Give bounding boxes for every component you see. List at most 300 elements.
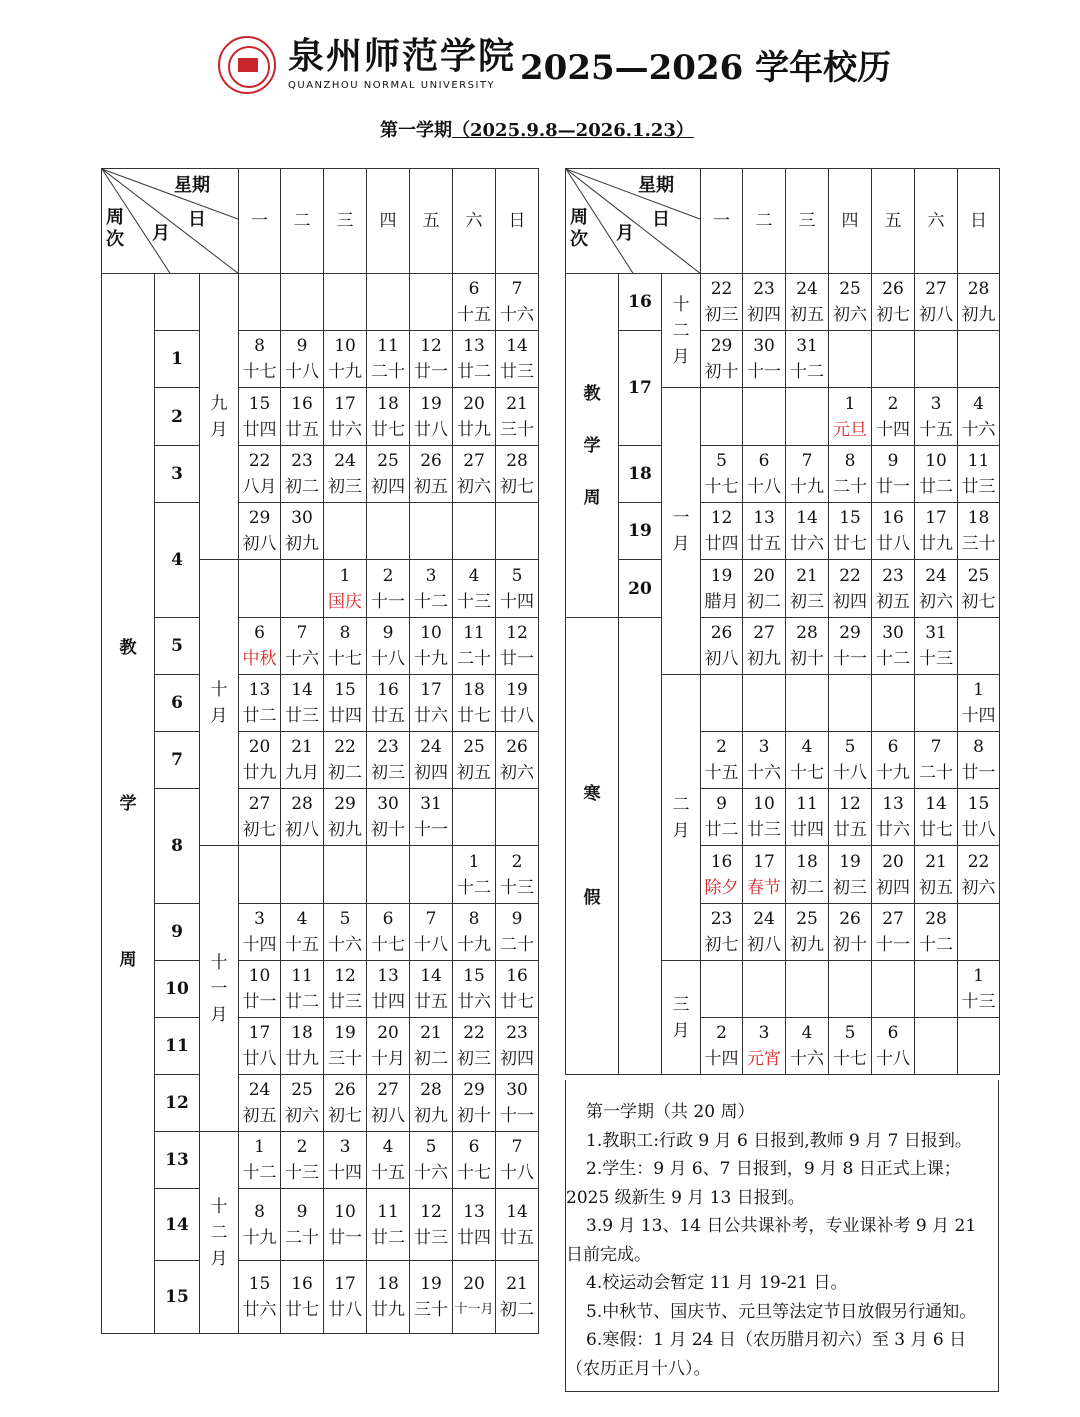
day-cell: [701, 560, 743, 618]
lunar-date: 初六: [457, 477, 492, 497]
day-cell: [281, 846, 324, 904]
lunar-date: 廿二: [371, 1227, 406, 1248]
lunar-date: 廿二: [919, 477, 954, 497]
day-number: 21: [420, 1023, 442, 1043]
day-number: 24: [753, 909, 775, 929]
lunar-date: 廿八: [876, 534, 911, 554]
day-number: 27: [463, 451, 485, 471]
day-number: 1: [973, 966, 984, 986]
day-number: 14: [506, 1201, 528, 1222]
lunar-date: 十一: [833, 649, 868, 669]
lunar-date: 初八: [747, 935, 782, 955]
week-number: 6: [155, 675, 200, 732]
day-number: 24: [796, 279, 818, 299]
day-number: 3: [254, 909, 265, 929]
day-cell: [872, 675, 915, 732]
day-number: 8: [468, 909, 480, 929]
note-line: 3.9 月 13、14 日公共课补考，专业课补考 9 月 21: [586, 1216, 977, 1236]
note-line: 日前完成。: [566, 1244, 651, 1265]
day-cell: [496, 274, 539, 331]
day-number: 5: [425, 1137, 437, 1157]
day-cell: [958, 618, 1000, 675]
lunar-date: 初七: [876, 305, 911, 325]
lunar-date: 廿九: [371, 1300, 406, 1320]
lunar-date: 初七: [500, 477, 535, 497]
lunar-date: 十三: [919, 649, 954, 669]
month-label: 九 月: [200, 274, 239, 560]
day-cell: [453, 732, 496, 789]
day-cell: [786, 618, 829, 675]
day-cell: [367, 961, 410, 1018]
day-cell: [872, 732, 915, 789]
lunar-date: 初九: [747, 649, 782, 669]
day-number: 12: [839, 794, 861, 814]
day-cell: [872, 846, 915, 904]
day-number: 21: [796, 565, 818, 586]
day-number: 22: [967, 851, 990, 872]
day-cell: [958, 560, 1000, 618]
day-cell: [281, 503, 324, 560]
day-cell: [367, 446, 410, 503]
lunar-date: 十九: [876, 763, 911, 783]
corner-label-day: 日: [652, 209, 670, 230]
day-number: 21: [506, 1274, 528, 1294]
day-cell: [958, 446, 1000, 503]
lunar-date: 廿六: [790, 534, 825, 554]
day-number: 10: [248, 966, 271, 986]
day-number: 13: [377, 966, 399, 986]
lunar-date: 初十: [790, 649, 825, 669]
day-cell: [453, 961, 496, 1018]
lunar-date: 十五: [457, 305, 492, 325]
day-cell: [958, 904, 1000, 961]
day-cell: [367, 331, 410, 388]
week-number: 14: [155, 1189, 200, 1261]
lunar-date: 十五: [704, 763, 739, 783]
table-corner-header: [102, 169, 239, 274]
lunar-date: 廿一: [414, 362, 449, 382]
day-cell: [324, 675, 367, 732]
day-cell: [324, 560, 367, 618]
day-cell: [958, 846, 1000, 904]
day-cell: [829, 675, 872, 732]
lunar-date: 初二: [790, 877, 825, 898]
day-cell: [829, 1018, 872, 1075]
month-label: 一 月: [662, 388, 701, 675]
day-number: 30: [506, 1080, 528, 1100]
lunar-date: 初二: [747, 591, 782, 612]
lunar-date: 廿四: [790, 820, 825, 840]
lunar-date: 初八: [371, 1106, 406, 1126]
day-cell: [743, 904, 786, 961]
lunar-date: 十二: [242, 1163, 277, 1183]
lunar-date: 廿八: [328, 1300, 363, 1320]
weekday-header: 一: [239, 169, 281, 274]
corner-label-week: 周: [570, 207, 588, 228]
lunar-date: 初十: [704, 362, 739, 382]
day-cell: [496, 1132, 539, 1189]
lunar-date: 十六: [790, 1049, 825, 1069]
lunar-date: 初五: [242, 1106, 277, 1126]
lunar-date: 十四: [242, 935, 277, 955]
day-cell: [872, 388, 915, 446]
day-cell: [701, 789, 743, 846]
lunar-date: 十八: [285, 362, 320, 382]
day-number: 6: [254, 623, 265, 643]
lunar-date: 廿四: [457, 1227, 492, 1248]
lunar-date: 十五: [371, 1163, 406, 1183]
corner-label-day: 日: [188, 209, 206, 230]
day-cell: [281, 732, 324, 789]
day-number: 11: [377, 1201, 399, 1222]
lunar-date: 廿一: [500, 649, 535, 669]
note-line: 第一学期（共 20 周）: [586, 1102, 755, 1122]
day-cell: [786, 846, 829, 904]
day-number: 6: [887, 1023, 899, 1043]
day-cell: [324, 904, 367, 961]
weekday-header: 五: [872, 169, 915, 274]
day-cell: [496, 1189, 539, 1261]
lunar-date: 初四: [500, 1049, 535, 1069]
lunar-date: 廿一: [876, 477, 911, 497]
day-number: 11: [377, 336, 399, 356]
lunar-date: 廿三: [747, 820, 782, 840]
day-number: 6: [468, 279, 480, 299]
day-cell: [239, 560, 281, 618]
lunar-date: 十一: [414, 820, 449, 840]
week-number: 18: [619, 446, 662, 503]
calendar-table-right: [565, 168, 1000, 1075]
day-cell: [410, 331, 453, 388]
corner-label-month: 月: [616, 223, 634, 244]
day-cell: [915, 503, 958, 560]
day-cell: [324, 1132, 367, 1189]
day-cell: [281, 331, 324, 388]
day-number: 18: [291, 1023, 313, 1043]
day-cell: [410, 446, 453, 503]
lunar-date: 腊月: [704, 591, 739, 612]
lunar-date: 十六: [328, 935, 363, 955]
day-number: 22: [334, 737, 356, 757]
lunar-date: 初十: [457, 1106, 492, 1126]
day-cell: [281, 1261, 324, 1334]
lunar-date: 十四: [876, 419, 911, 440]
day-cell: [324, 789, 367, 846]
lunar-date: 二十: [457, 649, 492, 669]
day-number: 23: [506, 1023, 528, 1043]
month-label: 十 一 月: [200, 846, 239, 1132]
day-number: 3: [758, 1023, 770, 1043]
day-number: 11: [463, 623, 485, 643]
day-cell: [743, 503, 786, 560]
corner-label-month: 月: [152, 223, 170, 244]
lunar-date: 十八: [414, 935, 449, 955]
day-number: 20: [463, 393, 485, 414]
day-cell: [701, 846, 743, 904]
month-label: 十 二 月: [662, 274, 701, 388]
day-cell: [367, 1018, 410, 1075]
note-line: 5.中秋节、国庆节、元旦等法定节日放假另行通知。: [586, 1301, 977, 1322]
lunar-date: 十八: [371, 649, 406, 669]
day-number: 10: [420, 623, 442, 643]
day-cell: [367, 904, 410, 961]
day-number: 23: [291, 451, 313, 471]
lunar-date: 廿六: [457, 992, 492, 1012]
period-block: 寒 假: [566, 618, 619, 1075]
day-number: 1: [468, 851, 480, 872]
lunar-date: 十六: [961, 419, 996, 440]
university-logo: [218, 36, 276, 94]
day-cell: [496, 388, 539, 446]
day-cell: [915, 446, 958, 503]
weekday-header: 一: [701, 169, 743, 274]
lunar-date: 初六: [961, 877, 996, 898]
day-cell: [324, 846, 367, 904]
lunar-date: 春节: [747, 877, 782, 898]
day-cell: [324, 618, 367, 675]
day-cell: [324, 1075, 367, 1132]
day-cell: [958, 789, 1000, 846]
day-number: 21: [925, 851, 947, 872]
day-number: 10: [334, 336, 356, 356]
lunar-date: 初八: [285, 820, 320, 840]
lunar-date: 十四: [704, 1049, 739, 1069]
day-number: 20: [377, 1023, 399, 1043]
lunar-date: 八月: [242, 477, 277, 497]
lunar-date: 廿七: [457, 706, 492, 726]
day-cell: [453, 446, 496, 503]
semester-range: （2025.9.8—2026.1.23）: [452, 120, 694, 141]
university-name-cn: 泉州师范学院: [288, 35, 517, 77]
day-cell: [872, 274, 915, 331]
day-cell: [786, 789, 829, 846]
day-number: 9: [382, 623, 394, 643]
day-cell: [701, 503, 743, 560]
day-cell: [239, 1018, 281, 1075]
day-number: 15: [248, 393, 271, 414]
lunar-date: 初八: [704, 649, 739, 669]
lunar-date: 廿九: [919, 534, 954, 554]
lunar-date: 初六: [919, 591, 954, 612]
lunar-date: 十二: [790, 362, 825, 382]
day-cell: [743, 388, 786, 446]
day-number: 10: [334, 1201, 356, 1222]
day-cell: [701, 331, 743, 388]
day-number: 11: [796, 794, 818, 814]
lunar-date: 廿六: [876, 820, 911, 840]
day-number: 28: [291, 794, 313, 814]
day-cell: [410, 904, 453, 961]
lunar-date: 十四: [961, 706, 996, 726]
day-number: 20: [882, 851, 904, 872]
day-cell: [872, 789, 915, 846]
day-cell: [915, 846, 958, 904]
month-label: 十 月: [200, 560, 239, 846]
day-cell: [281, 1189, 324, 1261]
day-cell: [829, 961, 872, 1018]
day-cell: [367, 560, 410, 618]
day-cell: [324, 388, 367, 446]
day-number: 6: [887, 737, 899, 757]
day-cell: [324, 503, 367, 560]
day-number: 26: [882, 279, 904, 299]
day-cell: [410, 274, 453, 331]
lunar-date: 廿四: [704, 534, 739, 554]
weekday-header: 三: [324, 169, 367, 274]
lunar-date: 廿五: [371, 706, 406, 726]
day-cell: [239, 331, 281, 388]
day-cell: [958, 732, 1000, 789]
day-cell: [410, 503, 453, 560]
day-cell: [410, 560, 453, 618]
day-number: 11: [967, 451, 990, 471]
day-number: 4: [296, 909, 308, 929]
day-cell: [743, 1018, 786, 1075]
day-cell: [239, 618, 281, 675]
day-cell: [786, 1018, 829, 1075]
day-cell: [701, 1018, 743, 1075]
day-cell: [915, 618, 958, 675]
day-number: 29: [334, 794, 356, 814]
lunar-date: 初九: [961, 305, 996, 325]
lunar-date: 十八: [833, 763, 868, 783]
day-number: 30: [882, 623, 904, 643]
day-cell: [239, 274, 281, 331]
semester-notes: [565, 1080, 999, 1392]
lunar-date: 三十: [414, 1300, 449, 1320]
day-number: 27: [248, 794, 271, 814]
lunar-date: 十七: [328, 649, 363, 669]
weekday-header: 六: [915, 169, 958, 274]
day-number: 9: [887, 451, 899, 471]
day-cell: [239, 1261, 281, 1334]
day-cell: [701, 961, 743, 1018]
day-cell: [239, 388, 281, 446]
day-cell: [701, 904, 743, 961]
lunar-date: 廿九: [457, 419, 492, 440]
lunar-date: 十九: [790, 477, 825, 497]
day-number: 29: [710, 336, 733, 356]
day-cell: [915, 961, 958, 1018]
lunar-date: 廿四: [242, 419, 277, 440]
day-number: 9: [511, 909, 523, 929]
day-number: 9: [296, 336, 308, 356]
lunar-date: 九月: [285, 763, 320, 783]
day-cell: [743, 675, 786, 732]
lunar-date: 十八: [747, 477, 782, 497]
weekday-header: 二: [743, 169, 786, 274]
lunar-date: 三十: [961, 534, 996, 554]
day-cell: [786, 503, 829, 560]
day-number: 1: [254, 1137, 265, 1157]
lunar-date: 廿五: [285, 419, 320, 440]
day-cell: [453, 1261, 496, 1334]
lunar-date: 十月: [371, 1049, 406, 1069]
day-number: 5: [511, 565, 523, 586]
day-cell: [239, 846, 281, 904]
day-number: 2: [716, 737, 727, 757]
day-cell: [324, 1261, 367, 1334]
day-number: 6: [382, 909, 394, 929]
weekday-header: 六: [453, 169, 496, 274]
university-name-en: QUANZHOU NORMAL UNIVERSITY: [288, 80, 496, 91]
day-cell: [453, 618, 496, 675]
day-number: 28: [796, 623, 818, 643]
day-cell: [743, 274, 786, 331]
day-cell: [496, 331, 539, 388]
day-cell: [367, 1261, 410, 1334]
page-title: 2025—2026 学年校历: [520, 48, 892, 88]
lunar-date: 初二: [328, 763, 363, 783]
day-cell: [281, 1132, 324, 1189]
day-cell: [453, 1189, 496, 1261]
day-cell: [453, 331, 496, 388]
lunar-date: 廿二: [285, 992, 320, 1012]
lunar-date: 十五: [919, 419, 954, 440]
lunar-date: 二十: [285, 1227, 320, 1248]
lunar-date: 十九: [328, 362, 363, 382]
day-cell: [958, 388, 1000, 446]
lunar-date: 十四: [500, 591, 535, 612]
day-cell: [410, 388, 453, 446]
day-cell: [915, 388, 958, 446]
day-cell: [324, 331, 367, 388]
day-number: 18: [796, 851, 818, 872]
lunar-date: 廿七: [919, 820, 954, 840]
day-number: 24: [334, 451, 356, 471]
lunar-date: 廿三: [285, 706, 320, 726]
day-number: 14: [506, 336, 528, 356]
lunar-date: 初三: [704, 305, 739, 325]
lunar-date: 廿五: [747, 534, 782, 554]
week-number: 19: [619, 503, 662, 560]
lunar-date: 初五: [414, 477, 449, 497]
lunar-date: 初九: [328, 820, 363, 840]
day-cell: [410, 618, 453, 675]
day-cell: [324, 732, 367, 789]
day-number: 5: [339, 909, 351, 929]
lunar-date: 初四: [747, 305, 782, 325]
lunar-date: 初七: [961, 591, 996, 612]
day-cell: [453, 789, 496, 846]
day-cell: [958, 331, 1000, 388]
day-cell: [367, 789, 410, 846]
note-line: 6.寒假：1 月 24 日（农历腊月初六）至 3 月 6 日: [586, 1330, 967, 1350]
week-number: 1: [155, 331, 200, 388]
day-number: 22: [710, 279, 733, 299]
day-number: 8: [844, 451, 856, 471]
lunar-date: 初四: [414, 763, 449, 783]
day-number: 6: [758, 451, 770, 471]
day-cell: [786, 732, 829, 789]
day-number: 31: [796, 336, 818, 356]
day-cell: [367, 1132, 410, 1189]
day-number: 12: [420, 1201, 442, 1222]
day-cell: [915, 904, 958, 961]
lunar-date: 初十: [833, 935, 868, 955]
day-cell: [324, 446, 367, 503]
day-cell: [367, 1189, 410, 1261]
day-cell: [872, 904, 915, 961]
day-number: 19: [839, 851, 861, 872]
day-cell: [324, 961, 367, 1018]
lunar-date: 二十: [371, 362, 406, 382]
day-cell: [958, 675, 1000, 732]
day-cell: [367, 503, 410, 560]
lunar-date: 廿八: [242, 1049, 277, 1069]
lunar-date: 十一: [876, 935, 911, 955]
lunar-date: 廿一: [242, 992, 277, 1012]
